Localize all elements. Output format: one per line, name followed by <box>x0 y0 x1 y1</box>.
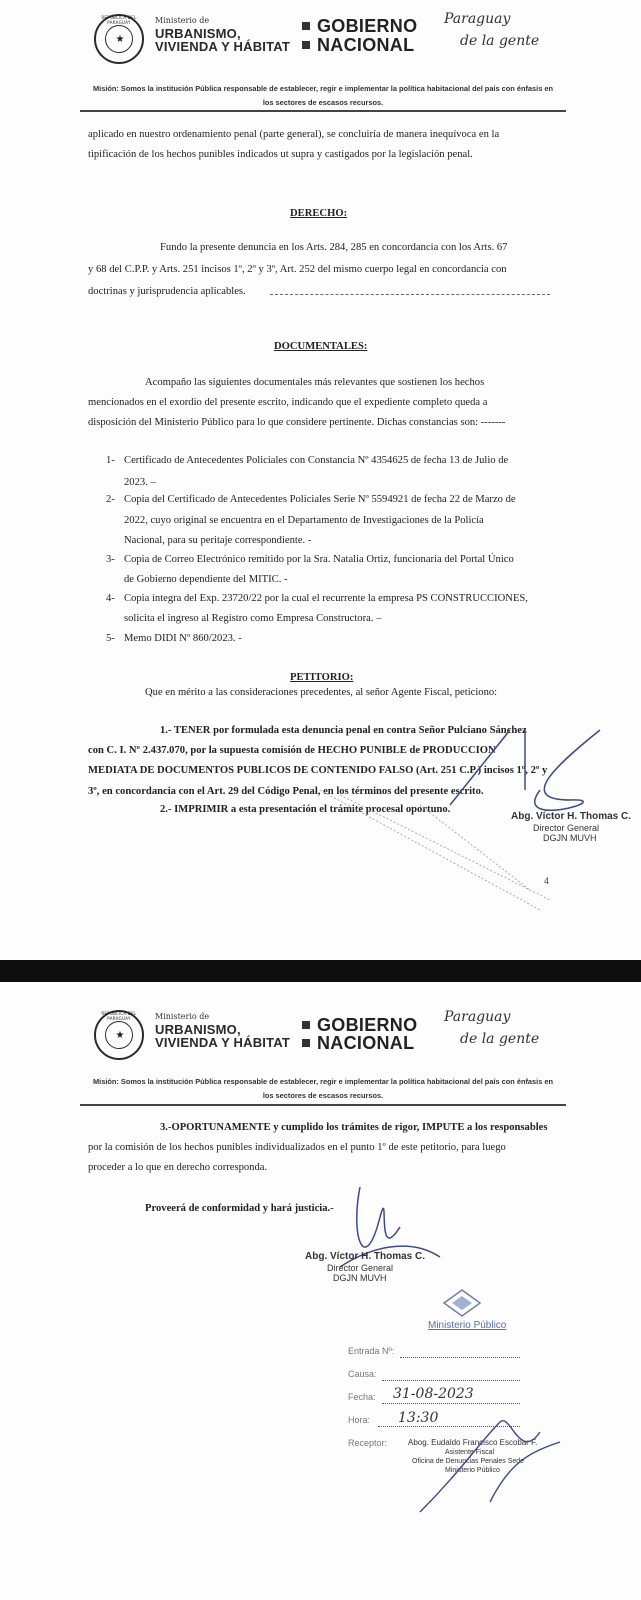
signatory-name: Abg. Víctor H. Thomas C. <box>305 1251 426 1262</box>
petition-2-line: 2.- IMPRIMIR a esta presentación el trámite procesal oportuno. <box>160 804 451 815</box>
list-item-number: 1- <box>106 455 115 466</box>
list-item-line: Copia del Certificado de Antecedentes Policiales Serie Nº 5594921 de fecha 22 de Marzo de <box>124 494 516 505</box>
signatory-title: Director General <box>533 823 600 833</box>
header-slogan-line1: Paraguay <box>444 11 511 27</box>
petition-1-line-1: 1.- TENER por formulada esta denuncia penal en contra Señor Pulciano Sánchez <box>160 725 527 736</box>
seal-ring-text: REPUBLICA DEL PARAGUAY <box>101 1011 137 1021</box>
receptor-name: Abog. Eudaldo Francisco Escobar F. <box>408 1438 538 1447</box>
petition-1-line-2: con C. I. Nº 2.437.070, por la supuesta comisión de HECHO PUNIBLE de PRODUCCION <box>88 745 496 756</box>
stamp-receptor-label: Receptor: <box>348 1438 388 1448</box>
receptor-signature-icon <box>400 1402 570 1522</box>
header-divider <box>80 1104 566 1106</box>
stamp-fecha-value: 31-08-2023 <box>393 1386 474 1402</box>
intro-line-1: aplicado en nuestro ordenamiento penal (parte general), se concluiría de manera inequívoca en la <box>88 129 500 140</box>
list-item-number: 4- <box>106 593 115 604</box>
list-item-number: 3- <box>106 554 115 565</box>
receptor-role: Asistente Fiscal <box>445 1449 495 1456</box>
stamp-hora-value: 13:30 <box>398 1410 439 1426</box>
mision-statement: Misión: Somos la institución Pública responsable de establecer, regir e implementar la política habitacional del país con énfasis en los sectores de escasos recursos. <box>93 84 553 107</box>
petitorio-heading: PETITORIO: <box>290 672 354 683</box>
list-item-number: 2- <box>106 494 115 505</box>
header-ministerio-de: Ministerio de <box>155 1012 210 1021</box>
stamp-entrada-line <box>400 1357 520 1358</box>
signatory-title: Director General <box>327 1263 394 1273</box>
list-item-number: 5- <box>106 633 115 644</box>
stamp-hora-label: Hora: <box>348 1415 371 1425</box>
header-slogan-line2: de la gente <box>460 1031 540 1047</box>
derecho-line-1: Fundo la presente denuncia en los Arts. 284, 285 en concordancia con los Arts. 67 <box>160 242 508 253</box>
national-seal-icon: REPUBLICA DEL PARAGUAY ★ <box>94 14 144 64</box>
stamp-title: Ministerio Público <box>428 1320 507 1331</box>
list-item-line: de Gobierno dependiente del MITIC. - <box>124 574 288 585</box>
header-ministry-line1: URBANISMO, <box>155 1022 241 1037</box>
intro-line-2: tipificación de los hechos punibles indicados ut supra y castigados por la legislación penal. <box>88 149 473 160</box>
documentales-line-3: disposición del Ministerio Público para lo que considere pertinente. Dichas constancias son: ------- <box>88 417 506 428</box>
signatory-name: Abg. Víctor H. Thomas C. <box>511 811 632 822</box>
stamp-causa-line <box>382 1380 520 1381</box>
documentales-heading: DOCUMENTALES: <box>274 341 368 352</box>
petition-3-line-3: proceder a lo que en derecho corresponda. <box>88 1162 268 1173</box>
closing-formula: Proveerá de conformidad y hará justicia.- <box>145 1203 334 1214</box>
signatory-dept: DGJN MUVH <box>543 833 597 843</box>
petition-1-line-4: 3º, en concordancia con el Art. 29 del Código Penal, en los términos del presente escrito. <box>88 786 484 797</box>
header-slogan-line1: Paraguay <box>444 1009 511 1025</box>
stamp-fecha-label: Fecha: <box>348 1392 376 1402</box>
ministerio-publico-emblem-icon <box>442 1288 482 1318</box>
documentales-line-2: mencionados en el exordio del presente escrito, indicando que el expediente completo queda a <box>88 397 488 408</box>
derecho-line-2: y 68 del C.P.P. y Arts. 251 incisos 1º, 2º y 3º, Art. 252 del mismo cuerpo legal en concordancia con <box>88 264 507 275</box>
list-item-line: solicita el ingreso al Registro como Empresa Constructora. – <box>124 613 382 624</box>
header-divider <box>80 110 566 112</box>
document-page-2 <box>0 982 641 1600</box>
stamp-entrada-label: Entrada Nº: <box>348 1346 395 1356</box>
header-ministry-line1: URBANISMO, <box>155 26 241 41</box>
header-gov-line1: GOBIERNO <box>302 1016 417 1034</box>
documentales-line-1: Acompaño las siguientes documentales más relevantes que sostienen los hechos <box>145 377 485 388</box>
petition-1-line-3: MEDIATA DE DOCUMENTOS PUBLICOS DE CONTENIDO FALSO (Art. 251 C.P.) incisos 1º, 2º y <box>88 765 548 776</box>
receptor-office: Oficina de Denuncias Penales Sede <box>412 1458 525 1465</box>
header-ministry-line2: VIVIENDA Y HÁBITAT <box>155 1035 291 1050</box>
receptor-org: Ministerio Público <box>445 1467 500 1474</box>
header-ministerio-de: Ministerio de <box>155 16 210 25</box>
page-separator <box>0 960 641 982</box>
petitorio-intro: Que en mérito a las consideraciones precedentes, al señor Agente Fiscal, peticiono: <box>145 687 498 698</box>
header-gov-line2: NACIONAL <box>302 1034 414 1052</box>
petition-3-line-1: 3.-OPORTUNAMENTE y cumplido los trámites de rigor, IMPUTE a los responsables <box>160 1122 548 1133</box>
page-number: 4 <box>544 876 550 886</box>
petition-3-line-2: por la comisión de los hechos punibles individualizados en el punto 1º de este petitorio, para luego <box>88 1142 506 1153</box>
stamp-causa-label: Causa: <box>348 1369 377 1379</box>
seal-ring-text: REPUBLICA DEL PARAGUAY <box>101 15 137 25</box>
list-item-line: Memo DIDI Nº 860/2023. - <box>124 633 242 644</box>
header-ministry-line2: VIVIENDA Y HÁBITAT <box>155 39 291 54</box>
national-seal-icon: REPUBLICA DEL PARAGUAY ★ <box>94 1010 144 1060</box>
list-item-line: 2022, cuyo original se encuentra en el Departamento de Investigaciones de la Policía <box>124 515 484 526</box>
list-item-line: Certificado de Antecedentes Policiales con Constancia Nº 4354625 de fecha 13 de Julio de <box>124 455 509 466</box>
list-item-line: Nacional, para su peritaje correspondiente. - <box>124 535 312 546</box>
list-item-line: 2023. – <box>124 477 156 488</box>
header-gov-line1: GOBIERNO <box>302 17 417 35</box>
derecho-heading: DERECHO: <box>290 208 348 219</box>
header-slogan-line2: de la gente <box>460 33 540 49</box>
handwritten-signature-icon <box>300 710 630 910</box>
fill-dashes <box>270 294 550 295</box>
mision-statement: Misión: Somos la institución Pública responsable de establecer, regir e implementar la política habitacional del país con énfasis en los sectores de escasos recursos. <box>93 1077 553 1100</box>
list-item-line: Copia de Correo Electrónico remitido por la Sra. Natalia Ortiz, funcionaria del Portal Único <box>124 554 514 565</box>
list-item-line: Copia íntegra del Exp. 23720/22 por la cual el recurrente la empresa PS CONSTRUCCIONES, <box>124 593 528 604</box>
derecho-line-3: doctrinas y jurisprudencia aplicables. <box>88 286 246 297</box>
signatory-dept: DGJN MUVH <box>333 1273 387 1283</box>
header-gov-line2: NACIONAL <box>302 36 414 54</box>
